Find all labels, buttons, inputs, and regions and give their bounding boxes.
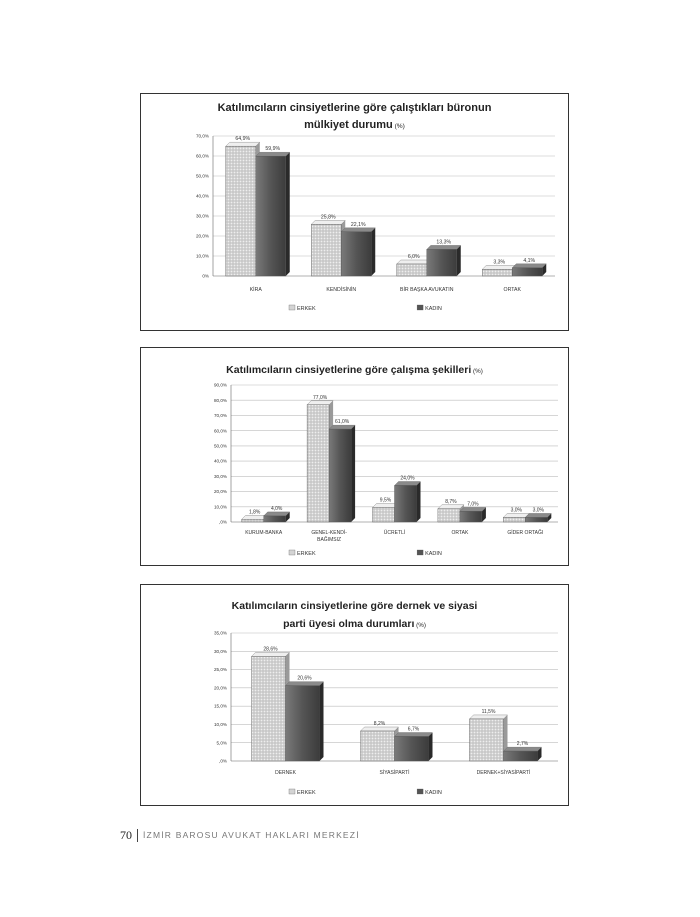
- y-tick-label: 10,0%: [195, 253, 209, 259]
- y-tick-label: 20,0%: [213, 489, 227, 495]
- category-label: ORTAK: [503, 287, 521, 293]
- y-tick-label: 90,0%: [213, 382, 227, 388]
- data-label: 3,0%: [510, 507, 523, 514]
- y-tick-label: 25,0%: [213, 667, 227, 673]
- y-tick-label: 20,0%: [195, 233, 209, 239]
- office-ownership-chart: [141, 94, 568, 330]
- bar-top-erkek: [307, 401, 333, 405]
- legend-swatch-erkek: [289, 550, 295, 555]
- bar-kadin: [395, 736, 429, 761]
- bar-kadin: [460, 511, 482, 522]
- bar-top-erkek: [397, 260, 431, 264]
- data-label: 9,5%: [379, 497, 392, 504]
- bar-side-kadin: [371, 228, 375, 276]
- data-label: 4,0%: [270, 505, 283, 512]
- category-label: GENEL-KENDİ-: [311, 530, 347, 536]
- chart-box-membership: [140, 584, 569, 806]
- bar-kadin: [525, 517, 547, 522]
- bar-erkek: [470, 719, 504, 761]
- data-label: 2,7%: [516, 741, 529, 748]
- y-tick-label: 30,0%: [213, 648, 227, 654]
- bar-erkek: [503, 517, 525, 522]
- chart-title-line: mülkiyet durumu (%): [304, 119, 405, 131]
- category-label: DERNEK: [275, 770, 296, 776]
- data-label: 22,1%: [350, 221, 366, 228]
- y-tick-label: 70,0%: [195, 133, 209, 139]
- bar-side-kadin: [286, 152, 290, 276]
- category-label: KURUM-BANKA: [245, 530, 283, 536]
- category-label: ÜCRETLİ: [383, 530, 406, 536]
- bar-top-kadin: [286, 682, 324, 686]
- data-label: 28,6%: [263, 646, 278, 653]
- legend-swatch-kadin: [417, 550, 423, 555]
- y-tick-label: 20,0%: [213, 685, 227, 691]
- bar-kadin: [329, 429, 351, 522]
- bar-top-erkek: [470, 715, 508, 719]
- bar-top-kadin: [329, 425, 355, 429]
- data-label: 8,2%: [373, 721, 386, 728]
- chart-box-working-types: [140, 347, 569, 566]
- category-label: SİYASİPARTİ: [379, 770, 410, 776]
- bar-kadin: [427, 249, 457, 276]
- data-label: 6,0%: [407, 254, 420, 260]
- category-label: BAĞIMSIZ: [317, 537, 342, 543]
- legend-swatch-kadin: [417, 305, 423, 310]
- bar-top-erkek: [252, 652, 290, 656]
- data-label: 59,9%: [265, 146, 281, 153]
- y-tick-label: 40,0%: [213, 458, 227, 464]
- chart-title-line: parti üyesi olma durumları (%): [283, 618, 426, 630]
- bar-top-kadin: [504, 747, 542, 751]
- y-tick-label: 15,0%: [213, 703, 227, 709]
- y-tick-label: 10,0%: [213, 504, 227, 510]
- legend-label-erkek: ERKEK: [296, 306, 316, 312]
- chart-title-line: Katılımcıların cinsiyetlerine göre çalışma şekilleri (%): [226, 364, 483, 376]
- legend-label-erkek: ERKEK: [296, 551, 316, 557]
- y-tick-label: ,0%: [219, 519, 227, 525]
- legend-swatch-erkek: [289, 789, 295, 794]
- legend-label-kadin: KADIN: [425, 790, 442, 796]
- bar-top-erkek: [503, 513, 529, 517]
- working-types-chart: [141, 348, 568, 565]
- y-tick-label: 35,0%: [213, 630, 227, 636]
- bar-kadin: [341, 232, 371, 276]
- bar-erkek: [242, 519, 264, 522]
- data-label: 13,3%: [436, 239, 452, 246]
- y-tick-label: 30,0%: [213, 473, 227, 479]
- chart-title-line: Katılımcıların cinsiyetlerine göre çalıştıkları büronun: [217, 102, 492, 114]
- bar-erkek: [373, 508, 395, 522]
- footer-divider: [137, 829, 138, 842]
- data-label: 3,3%: [493, 259, 506, 266]
- data-label: 7,0%: [467, 501, 479, 508]
- data-label: 3,0%: [532, 507, 545, 514]
- bar-top-erkek: [226, 142, 260, 146]
- chart-title-line: Katılımcıların cinsiyetlerine göre dernek ve siyasi: [231, 600, 478, 612]
- bar-top-kadin: [427, 245, 461, 249]
- bar-erkek: [252, 656, 286, 761]
- bar-top-erkek: [311, 220, 345, 224]
- y-tick-label: 5,0%: [216, 740, 227, 746]
- y-tick-label: 60,0%: [195, 153, 209, 159]
- bar-side-kadin: [351, 425, 355, 522]
- bar-top-kadin: [512, 264, 546, 268]
- bar-kadin: [264, 516, 286, 522]
- category-label: KENDİSİNİN: [326, 287, 357, 293]
- bar-top-kadin: [460, 507, 486, 511]
- data-label: 64,9%: [235, 136, 251, 143]
- category-label: ORTAK: [451, 530, 469, 536]
- y-tick-label: 70,0%: [213, 413, 227, 419]
- chart-title-unit: (%): [414, 622, 426, 629]
- y-tick-label: 30,0%: [195, 213, 209, 219]
- bar-top-erkek: [438, 505, 464, 509]
- bar-top-kadin: [256, 152, 290, 156]
- data-label: 6,7%: [407, 726, 420, 733]
- membership-chart: [141, 585, 568, 805]
- bar-erkek: [307, 405, 329, 522]
- bar-top-erkek: [361, 727, 399, 731]
- category-label: KİRA: [249, 287, 262, 293]
- chart-box-office-ownership: [140, 93, 569, 331]
- bar-kadin: [286, 686, 320, 761]
- chart-title-unit: (%): [471, 368, 483, 375]
- bar-kadin: [395, 485, 417, 522]
- category-label: GİDER ORTAĞI: [507, 530, 544, 536]
- category-label: DERNEK+SİYASİPARTİ: [476, 770, 531, 776]
- data-label: 77,0%: [313, 394, 328, 401]
- y-tick-label: 10,0%: [213, 722, 227, 728]
- chart-title-unit: (%): [392, 123, 405, 130]
- page-number: 70: [120, 827, 132, 842]
- bar-erkek: [361, 731, 395, 761]
- bar-top-kadin: [395, 732, 433, 736]
- data-label: 20,6%: [297, 675, 312, 682]
- legend-label-erkek: ERKEK: [296, 790, 316, 796]
- bar-top-erkek: [482, 265, 516, 269]
- bar-top-kadin: [525, 513, 551, 517]
- legend-label-kadin: KADIN: [425, 306, 442, 312]
- data-label: 11,5%: [481, 708, 496, 715]
- bar-erkek: [438, 509, 460, 522]
- bar-kadin: [256, 156, 286, 276]
- legend-label-kadin: KADIN: [425, 551, 442, 557]
- y-tick-label: 40,0%: [195, 193, 209, 199]
- legend-swatch-kadin: [417, 789, 423, 794]
- bar-erkek: [397, 264, 427, 276]
- y-tick-label: ,0%: [219, 758, 227, 764]
- y-tick-label: 50,0%: [213, 443, 227, 449]
- bar-top-kadin: [264, 512, 290, 516]
- data-label: 1,8%: [248, 509, 261, 516]
- bar-erkek: [226, 146, 256, 276]
- bar-top-kadin: [341, 228, 375, 232]
- data-label: 61,0%: [335, 419, 350, 426]
- bar-top-kadin: [395, 481, 421, 485]
- bar-kadin: [512, 268, 542, 276]
- page-footer: [120, 828, 360, 842]
- data-label: 4,1%: [523, 257, 536, 264]
- y-tick-label: 60,0%: [213, 428, 227, 434]
- legend-swatch-erkek: [289, 305, 295, 310]
- bar-erkek: [482, 269, 512, 276]
- bar-side-kadin: [320, 682, 324, 761]
- y-tick-label: 50,0%: [195, 173, 209, 179]
- bar-side-kadin: [417, 481, 421, 522]
- y-tick-label: 80,0%: [213, 397, 227, 403]
- publisher-name: İZMİR BAROSU AVUKAT HAKLARI MERKEZİ: [143, 830, 360, 840]
- data-label: 25,8%: [320, 214, 336, 221]
- bar-kadin: [504, 751, 538, 761]
- data-label: 24,0%: [400, 475, 415, 482]
- bar-erkek: [311, 224, 341, 276]
- category-label: BİR BAŞKA AVUKATIN: [400, 287, 454, 293]
- bar-side-kadin: [457, 245, 461, 276]
- data-label: 8,7%: [445, 498, 457, 505]
- y-tick-label: 0%: [202, 273, 209, 279]
- bar-side-kadin: [429, 732, 433, 761]
